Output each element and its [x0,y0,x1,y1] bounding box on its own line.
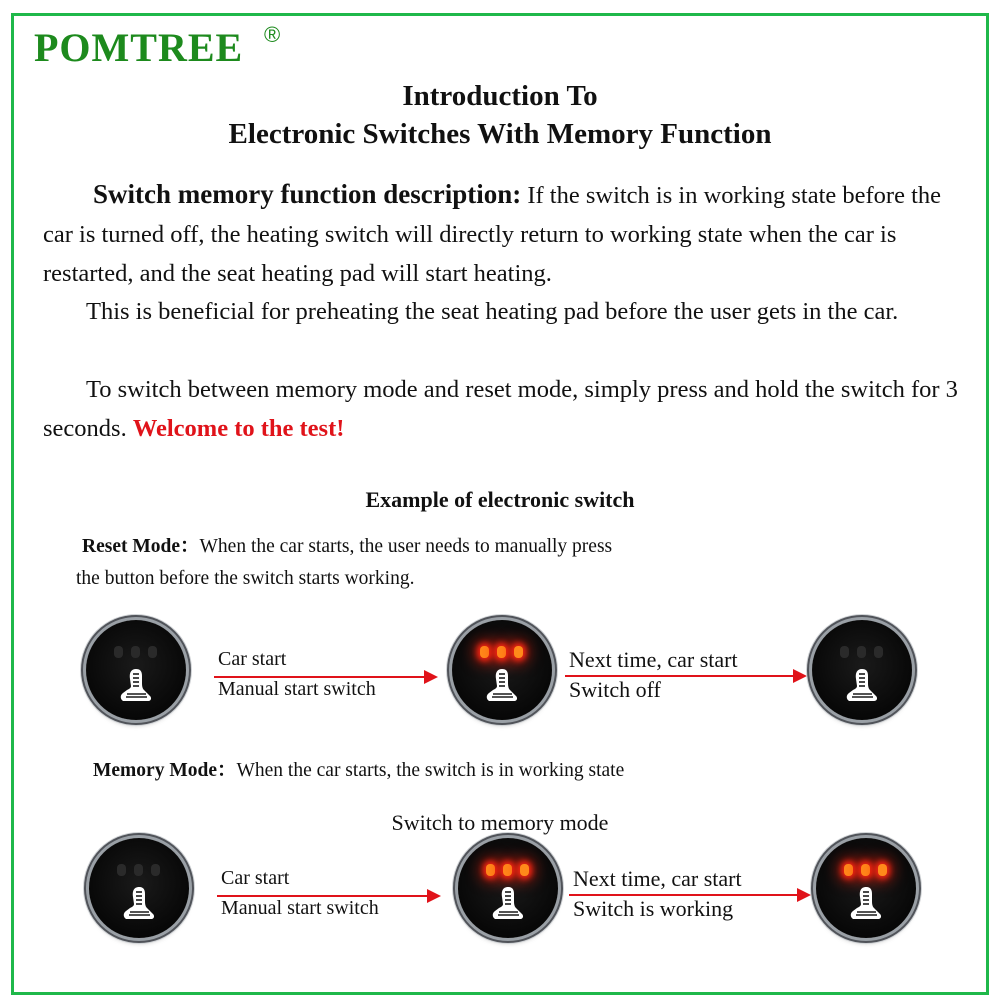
led-indicator [878,864,887,876]
led-indicator [486,864,495,876]
led-indicator [514,646,523,658]
led-indicator [134,864,143,876]
toggle-text: To switch between memory mode and reset mode, simply press and hold the switch for 3 seconds. [43,376,958,442]
registered-mark: ® [264,22,281,47]
arrow-label-next-time: Next time, car start [569,647,738,672]
switch-off [86,620,186,720]
led-indicator [131,646,140,658]
heated-seat-icon [121,884,157,922]
heated-seat-icon [118,666,154,704]
switch-off [89,838,189,938]
switch-on [816,838,916,938]
led-indicator [480,646,489,658]
reset-mode-line1 [82,531,612,563]
description-paragraph [43,175,963,293]
brand-logo: POMTREE [34,25,244,70]
led-indicator [520,864,529,876]
led-indicator [114,646,123,658]
arrow-label-car-start: Car start [218,648,287,670]
led-indicator [874,646,883,658]
arrow-label-switch-off: Switch off [569,677,661,702]
arrow-label-car-start: Car start [221,867,290,889]
arrow-label-manual-start: Manual start switch [221,897,379,919]
led-indicator [497,646,506,658]
led-indicator [117,864,126,876]
page-title-line2: Electronic Switches With Memory Function [228,118,772,150]
page-title-line1: Introduction To [402,80,598,112]
led-indicator [857,646,866,658]
memory-mode-subtitle: Switch to memory mode [391,810,609,835]
memory-mode-line [93,755,624,787]
example-title: Example of electronic switch [365,487,635,512]
switch-off [812,620,912,720]
led-indicator [861,864,870,876]
heated-seat-icon [848,884,884,922]
reset-mode-line2: the button before the switch starts working. [76,568,415,589]
arrow-label-manual-start: Manual start switch [218,678,376,700]
led-indicator [148,646,157,658]
heated-seat-icon [484,666,520,704]
arrow-label-switch-working: Switch is working [573,896,734,921]
led-indicator [503,864,512,876]
switch-on [452,620,552,720]
memory-mode-label: Memory Mode： [93,760,237,781]
memory-mode-text: When the car starts, the switch is in working state [236,760,625,781]
switch-on [458,838,558,938]
led-indicator [844,864,853,876]
description-text: If the switch is in working state before the car is turned off, the heating switch will directly return to working state when the car is restarted, and the seat heating pad will start heating. [43,182,942,287]
benefit-paragraph: This is beneficial for preheating the seat heating pad before the user gets in the car. [86,298,899,325]
led-indicator [151,864,160,876]
reset-mode-label: Reset Mode： [82,536,200,557]
arrow-label-next-time: Next time, car start [573,866,742,891]
heated-seat-icon [844,666,880,704]
led-indicator [840,646,849,658]
welcome-text: Welcome to the test! [132,415,345,442]
reset-mode-text1: When the car starts, the user needs to manually press [199,536,613,557]
description-lead: Switch memory function description: [93,179,522,209]
heated-seat-icon [490,884,526,922]
toggle-paragraph [43,370,963,448]
